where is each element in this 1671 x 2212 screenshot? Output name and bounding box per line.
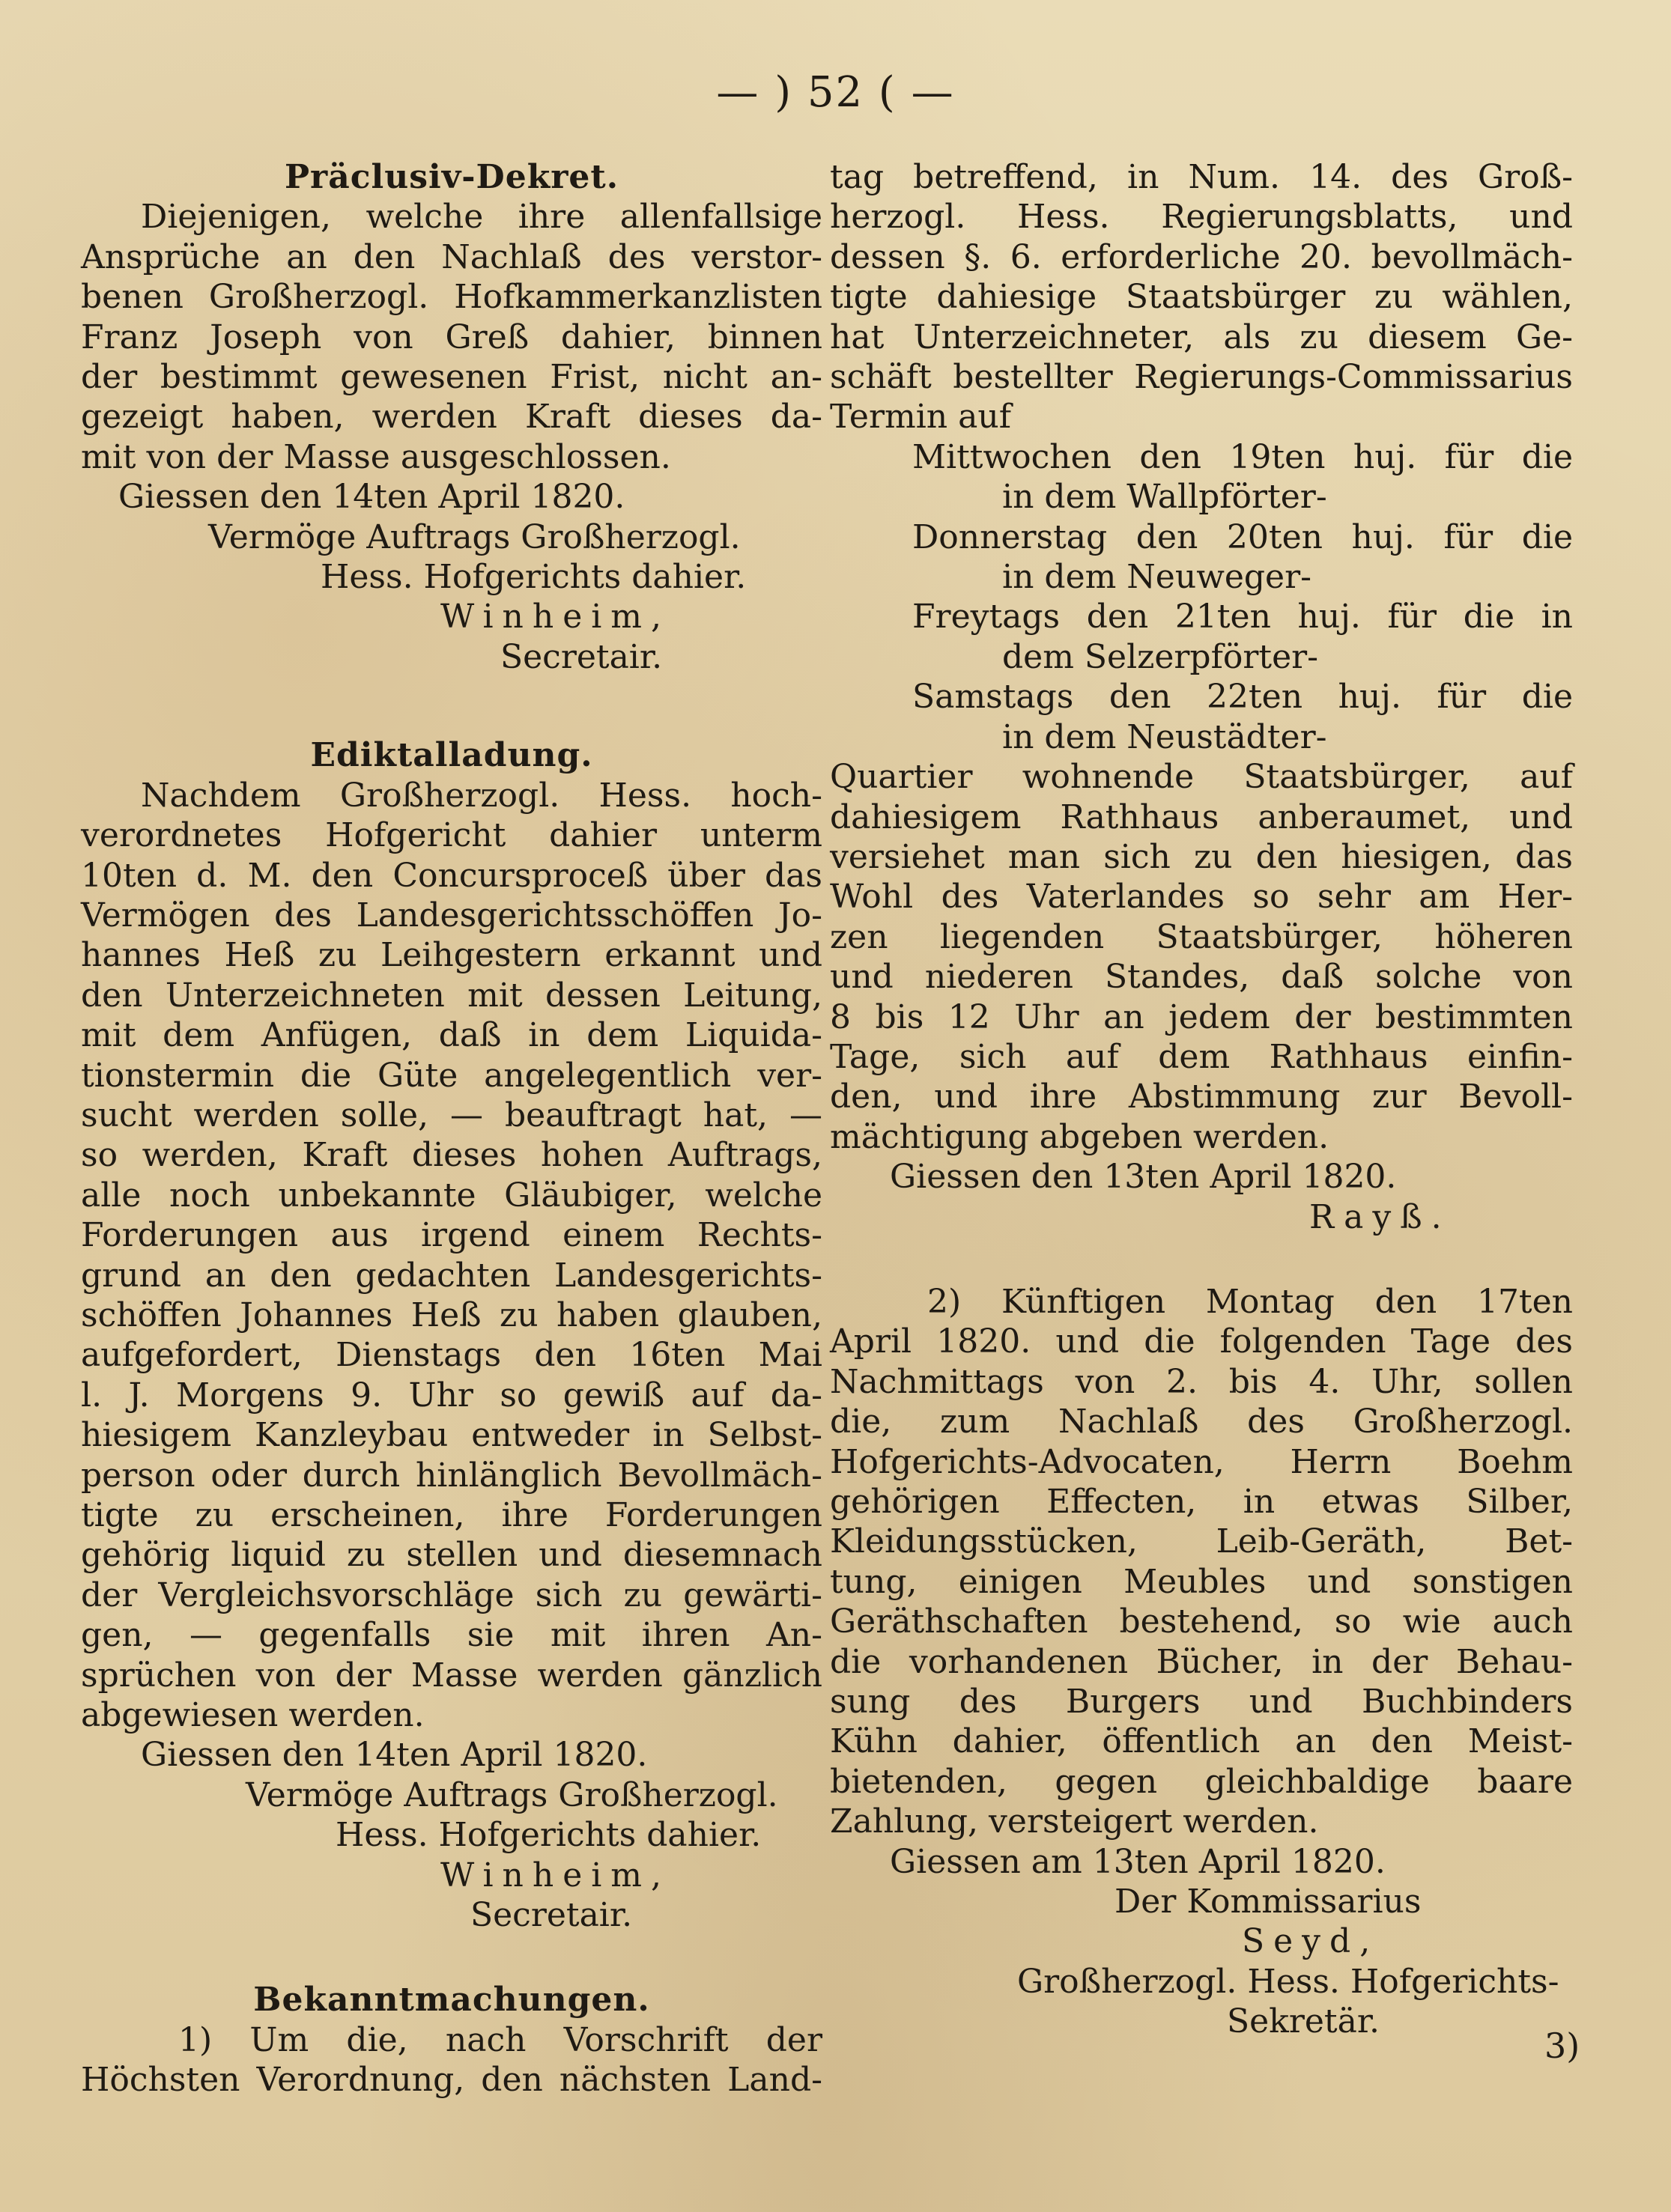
text-line: der Vergleichsvorschläge sich zu gewärti- [81,1576,822,1614]
text-line: Höchsten Verordnung, den nächsten Land- [81,2061,822,2100]
date-line: Giessen den 14ten April 1820. [141,1736,648,1775]
signature-role: Sekretär. [1227,2002,1380,2041]
text-line: Franz Joseph von Greß dahier, binnen [81,317,822,356]
text-line: Kühn dahier, öffentlich an den Meist- [830,1722,1573,1761]
text-line: bietenden, gegen gleichbaldige baare [830,1762,1573,1801]
text-line: sung des Burgers und Buchbinders [830,1683,1573,1722]
signature-line: Der Kommissarius [1114,1883,1422,1921]
text-line: den Unterzeichneten mit dessen Leitung, [81,976,822,1015]
signature-name: Seyd, [1242,1922,1380,1961]
text-line: dahiesigem Rathhaus anberaumet, und [830,797,1573,836]
text-line: abgewiesen werden. [81,1696,425,1735]
text-line: 10ten d. M. den Concursproceß über das [81,856,822,895]
signature-line: Großherzogl. Hess. Hofgerichts- [1017,1962,1559,2001]
signature-role: Secretair. [470,1896,633,1935]
signature-line: Vermöge Auftrags Großherzogl. [208,517,741,556]
text-line: herzogl. Hess. Regierungsblatts, und [830,198,1573,237]
signature-name: Winheim, [440,1856,671,1895]
text-line: tigte zu erscheinen, ihre Forderungen [81,1496,822,1534]
section-title: Bekanntmachungen. [253,1981,650,2020]
text-line: Wohl des Vaterlandes so sehr am Her- [830,878,1573,917]
text-line: mächtigung abgeben werden. [830,1117,1329,1156]
bekanntmachungen [81,1980,822,2100]
schedule-quarter: in dem Neustädter- [1002,717,1327,756]
date-line: Giessen den 14ten April 1820. [118,478,625,517]
schedule-quarter: in dem Neuweger- [1002,558,1311,597]
text-line: gehörig liquid zu stellen und diesemnach [81,1536,822,1575]
text-line: sprüchen von der Masse werden gänzlich [81,1656,822,1695]
text-line: Diejenigen, welche ihre allenfallsige [141,198,822,237]
text-line: Hofgerichts-Advocaten, Herrn Boehm [830,1442,1573,1481]
text-line: Nachdem Großherzogl. Hess. hoch- [141,776,822,815]
signature-role: Secretair. [500,637,663,676]
text-line: der bestimmt gewesenen Frist, nicht an- [81,358,822,397]
schedule-day: Donnerstag den 20ten huj. für die [912,517,1573,556]
schedule-quarter: in dem Wallpförter- [1002,478,1327,517]
signature-line: Vermöge Auftrags Großherzogl. [246,1775,778,1814]
text-line: dessen §. 6. erforderliche 20. bevollmäch- [830,237,1573,276]
text-line: Vermögen des Landesgerichtsschöffen Jo- [81,896,822,935]
praeclusiv-dekret [81,157,822,677]
section-title: Präclusiv-Dekret. [284,158,619,196]
schedule-quarter: dem Selzerpförter- [1002,637,1319,676]
schedule-day: Mittwochen den 19ten huj. für die [912,437,1573,476]
text-line: Geräthschaften bestehend, so wie auch [830,1602,1573,1641]
date-line: Giessen den 13ten April 1820. [890,1158,1397,1197]
text-line: tung, einigen Meubles und sonstigen [830,1562,1573,1601]
date-line: Giessen am 13ten April 1820. [890,1842,1386,1881]
text-line: l. J. Morgens 9. Uhr so gewiß auf da- [81,1376,822,1415]
page-continuation-marker: 3) [1544,2026,1580,2066]
signature-name: Rayß. [1309,1197,1451,1236]
text-line: gehörigen Effecten, in etwas Silber, [830,1483,1573,1521]
text-line: hiesigem Kanzleybau entweder in Selbst- [81,1416,822,1455]
text-line: tionstermin die Güte angelegentlich ver- [81,1056,822,1095]
versteigerung-notice [830,1282,1573,2042]
text-line: versiehet man sich zu den hiesigen, das [830,837,1573,876]
schedule-day: Freytags den 21ten huj. für die in [912,598,1573,636]
text-line: Quartier wohnende Staatsbürger, auf [830,758,1573,797]
text-line: schöffen Johannes Heß zu haben glauben, [81,1295,822,1334]
text-line: mit von der Masse ausgeschlossen. [81,437,671,476]
text-line: zen liegenden Staatsbürger, höheren [830,917,1573,956]
text-line: Forderungen aus irgend einem Rechts- [81,1216,822,1255]
ediktalladung [81,735,822,1935]
text-line: Zahlung, versteigert werden. [830,1802,1319,1841]
text-line: Termin auf [830,398,1011,437]
text-line: benen Großherzogl. Hofkammerkanzlisten [81,278,822,317]
text-line: hannes Heß zu Leihgestern erkannt und [81,936,822,975]
text-line: Tage, sich auf dem Rathhaus einfin- [830,1037,1573,1076]
signature-line: Hess. Hofgerichts dahier. [321,558,747,597]
text-line: und niederen Standes, daß solche von [830,958,1573,997]
text-line: hat Unterzeichneter, als zu diesem Ge- [830,317,1573,356]
signature-line: Hess. Hofgerichts dahier. [336,1816,762,1855]
right-column [830,157,1573,2042]
text-line: 8 bis 12 Uhr an jedem der bestimmten [830,997,1573,1036]
text-line: tigte dahiesige Staatsbürger zu wählen, [830,278,1573,317]
text-line: gen, — gegenfalls sie mit ihren An- [81,1616,822,1655]
text-line: April 1820. und die folgenden Tage des [830,1322,1573,1361]
text-line: so werden, Kraft dieses hohen Auftrags, [81,1136,822,1175]
text-line: aufgefordert, Dienstags den 16ten Mai [81,1336,822,1375]
text-line: Nachmittags von 2. bis 4. Uhr, sollen [830,1362,1573,1401]
text-line: den, und ihre Abstimmung zur Bevoll- [830,1078,1573,1116]
text-line: Ansprüche an den Nachlaß des verstor- [81,237,822,276]
text-line: person oder durch hinlänglich Bevollmäch- [81,1456,822,1495]
text-line: grund an den gedachten Landesgerichts- [81,1256,822,1295]
text-line: Kleidungsstücken, Leib-Geräth, Bet- [830,1522,1573,1561]
text-line: verordnetes Hofgericht dahier unterm [81,816,822,855]
signature-name: Winheim, [440,598,671,636]
text-line: die, zum Nachlaß des Großherzogl. [830,1403,1573,1441]
schedule-day: Samstags den 22ten huj. für die [912,678,1573,717]
text-line: gezeigt haben, werden Kraft dieses da- [81,398,822,437]
text-line: die vorhandenen Bücher, in der Behau- [830,1642,1573,1681]
text-line: alle noch unbekannte Gläubiger, welche [81,1176,822,1215]
section-title: Ediktalladung. [310,736,593,775]
page-header: — ) 52 ( — [716,68,955,117]
text-line: mit dem Anfügen, daß in dem Liquida- [81,1016,822,1055]
text-line: sucht werden solle, — beauftragt hat, — [81,1096,822,1134]
text-line: 2) Künftigen Montag den 17ten [927,1282,1573,1321]
left-column [81,157,822,2100]
text-line: schäft bestellter Regierungs-Commissarius [830,358,1573,397]
text-line: 1) Um die, nach Vorschrift der [178,2020,822,2059]
text-line: tag betreffend, in Num. 14. des Groß- [830,158,1573,196]
wahl-bekanntmachung [830,157,1573,1237]
